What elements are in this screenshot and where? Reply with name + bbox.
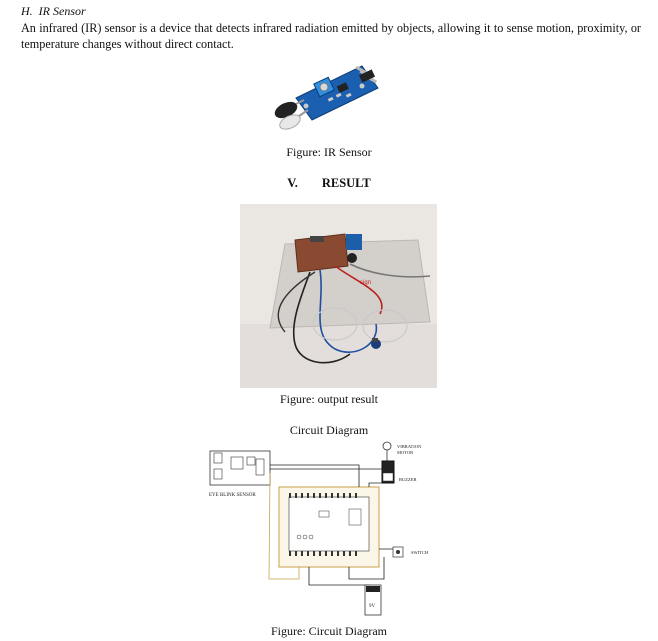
vibration-label: VIBRATION [397, 444, 422, 449]
battery-label: 9V [369, 604, 376, 609]
output-result-photo [240, 204, 437, 388]
ir-sensor-caption: Figure: IR Sensor [286, 145, 372, 159]
result-number: V. [287, 176, 298, 190]
section-h-title: IR Sensor [38, 4, 86, 18]
circuit-diagram [209, 439, 441, 621]
ir-sensor-paragraph: An infrared (IR) sensor is a device that detects infrared radiation emitted by objects, allowing it to sense motion, proximity, or temperature changes without direct contact. [21, 21, 641, 51]
svg-text:sign: sign [360, 280, 372, 286]
section-h-heading [21, 4, 86, 19]
output-result-caption: Figure: output result [280, 392, 378, 406]
circuit-diagram-caption: Figure: Circuit Diagram [271, 624, 387, 638]
switch-label: SWITCH [411, 550, 429, 555]
eye-blink-label: EYE BLINK SENSOR [209, 493, 256, 498]
ir-sensor-image [266, 58, 396, 140]
buzzer-label: BUZZER [399, 477, 417, 482]
motor-label: MOTOR [397, 450, 414, 455]
result-title: RESULT [321, 176, 371, 190]
circuit-diagram-title: Circuit Diagram [289, 423, 369, 437]
result-heading [0, 176, 658, 191]
section-h-label: H. [21, 4, 33, 18]
